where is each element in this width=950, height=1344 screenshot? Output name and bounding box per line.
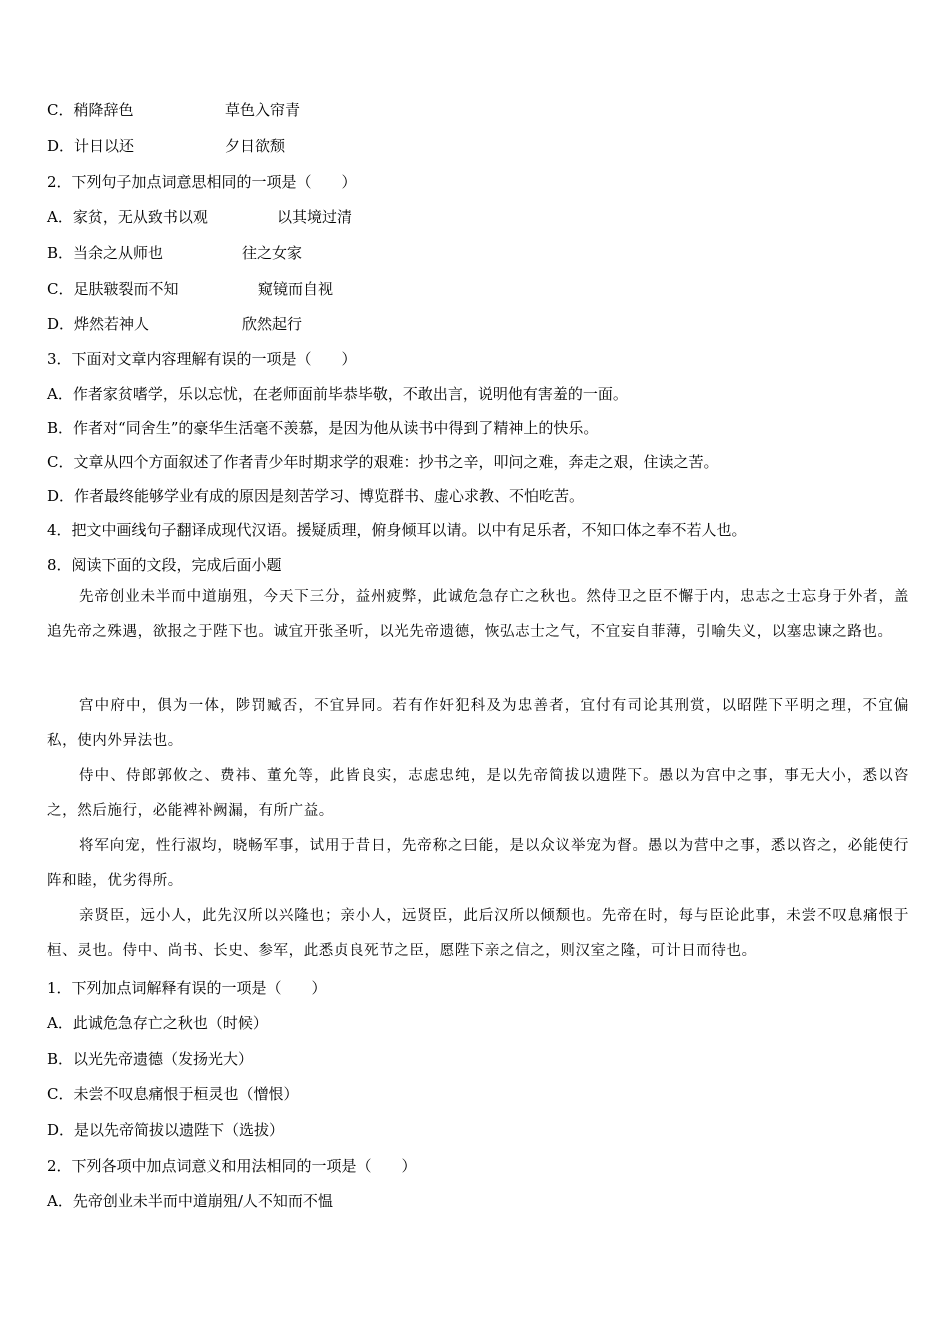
passage-paragraph: 宫中府中，俱为一体，陟罚臧否，不宜异同。若有作奸犯科及为忠善者，宜付有司论其刑赏，以昭陛下平明之理，不宜偏私，使内外异法也。 (47, 698, 909, 749)
q2-option-b (47, 243, 303, 263)
question-3-stem: 3．下面对文章内容理解有误的一项是（ ） (47, 350, 357, 368)
option-second: 夕日欲颓 (225, 137, 286, 155)
sub-question-2-stem: 2．下列各项中加点词意义和用法相同的一项是（ ） (47, 1157, 417, 1175)
option-label: C．足肤皲裂而不知 (47, 280, 179, 298)
sub-q1-option-d: D．是以先帝简拔以遗陛下（选拔） (47, 1121, 285, 1139)
question-2-stem: 2．下列句子加点词意思相同的一项是（ ） (47, 173, 357, 191)
q2-option-c (47, 279, 334, 299)
q3-option-a: A．作者家贫嗜学，乐以忘忧，在老师面前毕恭毕敬，不敢出言，说明他有害羞的一面。 (47, 385, 628, 403)
q3-option-b: B．作者对“同舍生”的豪华生活毫不羡慕，是因为他从读书中得到了精神上的快乐。 (47, 419, 599, 437)
sub-q1-option-b: B．以光先帝遗德（发扬光大） (47, 1050, 254, 1068)
option-label: D．计日以还 (47, 137, 135, 155)
option-label: C．稍降辞色 (47, 101, 134, 119)
passage-paragraph: 先帝创业未半而中道崩殂，今天下三分，益州疲弊，此诚危急存亡之秋也。然侍卫之臣不懈于内，忠志之士忘身于外者，盖追先帝之殊遇，欲报之于陛下也。诚宜开张圣听，以光先帝遗德，恢弘志士之气，不宜妄自菲薄，引喻失义，以塞忠谏之路也。 (47, 589, 909, 640)
option-label: B．当余之从师也 (47, 244, 164, 262)
option-second: 草色入帘青 (225, 101, 301, 119)
option-second: 以其境过清 (277, 208, 353, 226)
sub-q1-option-c: C．未尝不叹息痛恨于桓灵也（憎恨） (47, 1085, 299, 1103)
q3-option-d: D．作者最终能够学业有成的原因是刻苦学习、博览群书、虚心求教、不怕吃苦。 (47, 487, 585, 505)
q2-option-d (47, 314, 303, 334)
q2-option-a (47, 207, 353, 227)
sub-q2-option-a: A．先帝创业未半而中道崩殂/人不知而不愠 (47, 1192, 333, 1210)
passage-paragraph: 将军向宠，性行淑均，晓畅军事，试用于昔日，先帝称之曰能，是以众议举宠为督。愚以为营中之事，悉以咨之，必能使行阵和睦，优劣得所。 (47, 838, 909, 889)
section-8-heading: 8．阅读下面的文段，完成后面小题 (47, 556, 282, 574)
sub-question-1-stem: 1．下列加点词解释有误的一项是（ ） (47, 979, 327, 997)
passage-paragraph: 亲贤臣，远小人，此先汉所以兴隆也；亲小人，远贤臣，此后汉所以倾颓也。先帝在时，每与臣论此事，未尝不叹息痛恨于桓、灵也。侍中、尚书、长史、参军，此悉贞良死节之臣，愿陛下亲之信之，则汉室之隆，可计日而待也。 (47, 908, 909, 959)
q3-option-c: C．文章从四个方面叙述了作者青少年时期求学的艰难：抄书之辛，叩问之难，奔走之艰，住读之苦。 (47, 453, 719, 471)
option-second: 欣然起行 (242, 315, 303, 333)
question-4: 4．把文中画线句子翻译成现代汉语。援疑质理，俯身倾耳以请。以中有足乐者，不知口体之奉不若人也。 (47, 521, 747, 539)
option-d (47, 136, 286, 156)
passage-paragraph: 侍中、侍郎郭攸之、费祎、董允等，此皆良实，志虑忠纯，是以先帝简拔以遗陛下。愚以为宫中之事，事无大小，悉以咨之，然后施行，必能裨补阙漏，有所广益。 (47, 768, 909, 819)
sub-q1-option-a: A．此诚危急存亡之秋也（时候） (47, 1014, 268, 1032)
option-second: 往之女家 (242, 244, 303, 262)
option-c (47, 100, 301, 120)
option-second: 窥镜而自视 (258, 280, 334, 298)
option-label: A．家贫，无从致书以观 (47, 208, 208, 226)
option-label: D．烨然若神人 (47, 315, 150, 333)
